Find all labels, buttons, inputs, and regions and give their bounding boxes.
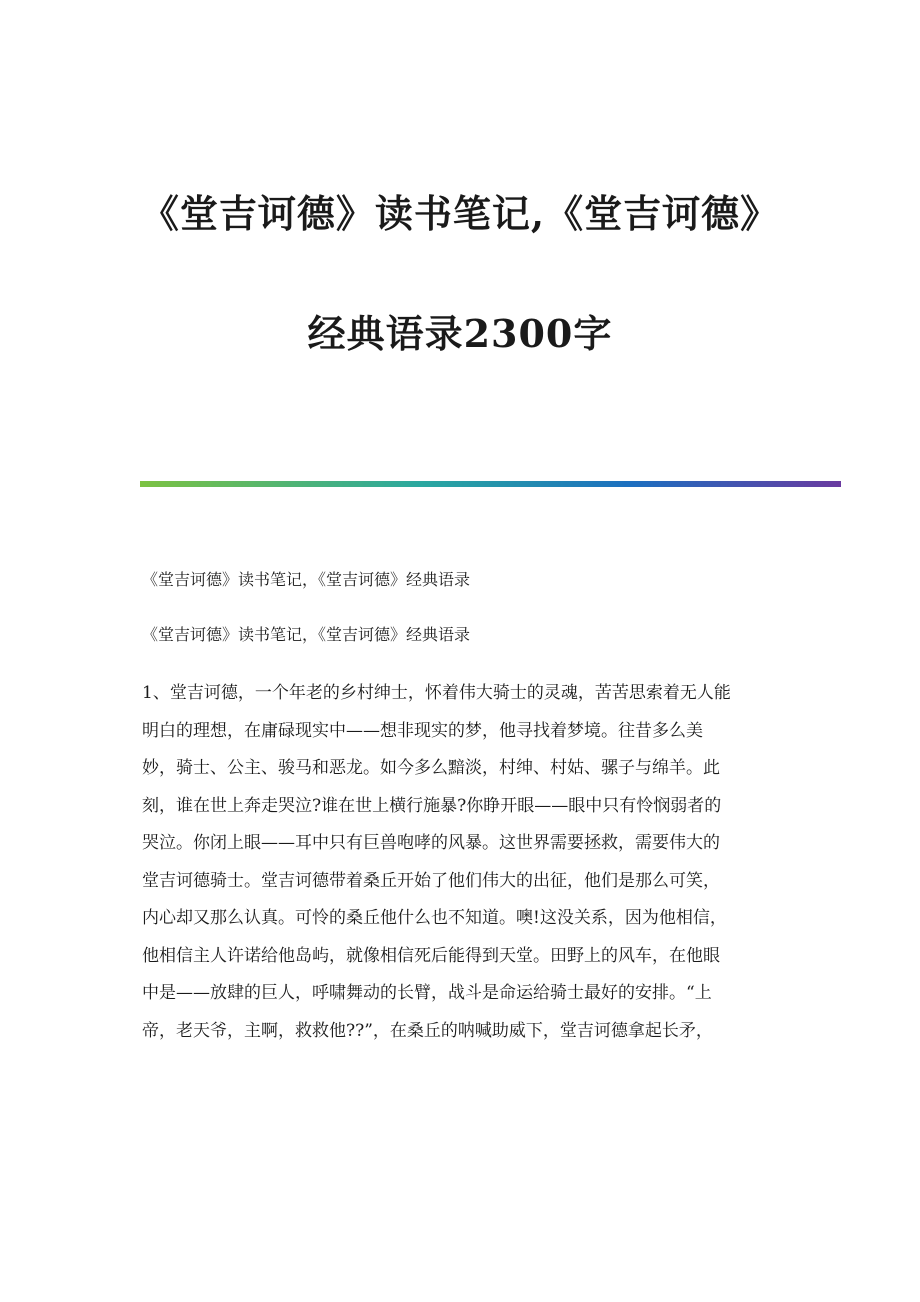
subtitle-2: 《堂吉诃德》读书笔记，《堂吉诃德》经典语录 [142, 625, 471, 644]
body-line: 哭泣。你闭上眼——耳中只有巨兽咆哮的风暴。这世界需要拯救，需要伟大的 [142, 833, 720, 853]
gradient-divider [140, 481, 841, 487]
body-paragraph [142, 675, 782, 1050]
body-line: 刻，谁在世上奔走哭泣?谁在世上横行施暴?你睁开眼——眼中只有怜悯弱者的 [142, 795, 722, 816]
body-line: 1、堂吉诃德，一个年老的乡村绅士，怀着伟大骑士的灵魂，苦苦思索着无人能 [142, 683, 731, 703]
body-line: 内心却又那么认真。可怜的桑丘他什么也不知道。噢!这没关系，因为他相信， [142, 908, 727, 928]
document-title-line-1: 《堂吉诃德》读书笔记,《堂吉诃德》 [140, 191, 780, 236]
body-line: 堂吉诃德骑士。堂吉诃德带着桑丘开始了他们伟大的出征，他们是那么可笑， [142, 870, 720, 891]
body-line: 他相信主人许诺给他岛屿，就像相信死后能得到天堂。田野上的风车，在他眼 [142, 945, 720, 966]
body-line: 明白的理想，在庸碌现实中——想非现实的梦，他寻找着梦境。往昔多么美 [142, 720, 703, 741]
body-line: 妙，骑士、公主、骏马和恶龙。如今多么黯淡，村绅、村姑、骡子与绵羊。此 [142, 758, 720, 778]
body-line: 帝，老天爷，主啊，救救他??”，在桑丘的呐喊助威下，堂吉诃德拿起长矛， [142, 1020, 713, 1041]
document-title-line-2: 经典语录2300字 [307, 311, 613, 356]
body-line: 中是——放肆的巨人，呼啸舞动的长臂，战斗是命运给骑士最好的安排。“上 [142, 983, 712, 1003]
subtitle-1: 《堂吉诃德》读书笔记，《堂吉诃德》经典语录 [142, 570, 471, 589]
